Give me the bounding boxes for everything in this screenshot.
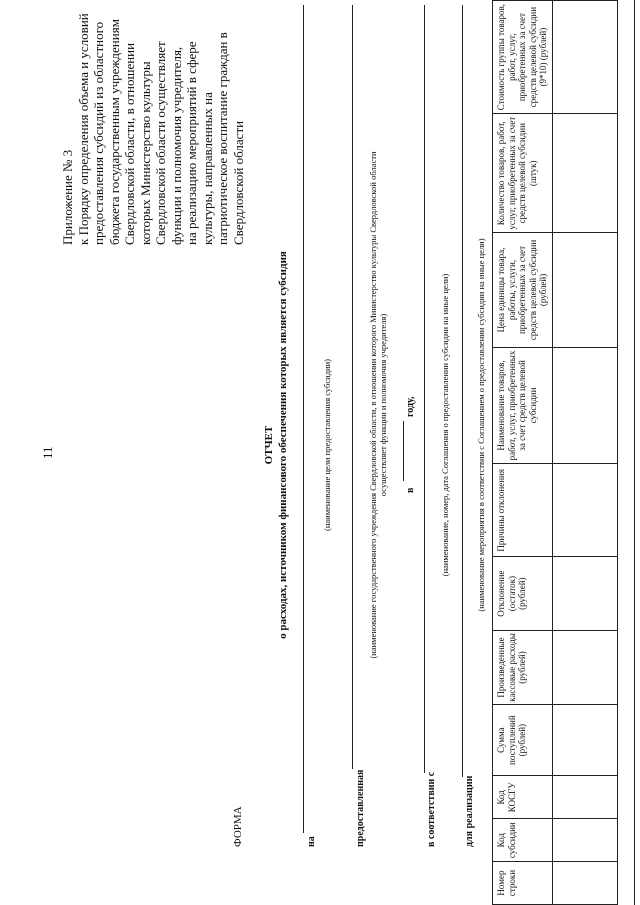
report-title: ОТЧЕТ bbox=[263, 425, 275, 465]
realization-hint: (наименование мероприятия в соответствии с Соглашением о предоставлении субсидии на иные цели) bbox=[476, 238, 486, 612]
table-cell bbox=[552, 704, 617, 775]
appendix-line: Свердловской области bbox=[230, 120, 246, 245]
page-number: 11 bbox=[40, 446, 55, 459]
table-cell bbox=[552, 233, 617, 347]
header-cell: Код КОСГУ bbox=[493, 776, 553, 819]
table-header-row bbox=[493, 1, 553, 905]
appendix-line: которых Министерство культуры bbox=[137, 61, 153, 245]
na-hint: (наименование цели предоставления субсидии) bbox=[322, 359, 332, 531]
header-cell: Произведенные кассовые расходы (рублей) bbox=[493, 631, 553, 705]
realization-label: для реализации bbox=[464, 775, 475, 847]
appendix-note bbox=[60, 5, 246, 245]
report-subtitle: о расходах, источником финансового обеспечения которых является субсидия bbox=[277, 251, 289, 639]
appendix-line: культуры, направленных на bbox=[199, 92, 215, 245]
appendix-line: Свердловской области осуществляет bbox=[153, 41, 168, 245]
appendix-line: бюджета государственным учреждениям bbox=[106, 19, 122, 245]
appendix-line: предоставления субсидий из областного bbox=[91, 21, 106, 245]
table-row bbox=[552, 1, 617, 905]
expense-report-table bbox=[492, 0, 618, 905]
table-cell bbox=[552, 631, 617, 705]
table-cell bbox=[552, 347, 617, 464]
year-prefix: в bbox=[405, 487, 416, 493]
table-cell bbox=[552, 1, 617, 114]
na-label: на bbox=[306, 836, 317, 847]
header-cell: Стоимость группы товаров, работ, услуг, приобретенных за счет средств целевой субсидии (9*10) (рублей) bbox=[493, 1, 553, 114]
table-cell bbox=[552, 114, 617, 233]
appendix-line: Свердловской области, в отношении bbox=[122, 42, 137, 245]
table-cell bbox=[552, 776, 617, 819]
accordance-line bbox=[424, 5, 425, 773]
appendix-line: к Порядку определения объема и условий bbox=[75, 13, 91, 245]
year-suffix: году, bbox=[405, 396, 416, 417]
accordance-label: в соответствии с bbox=[426, 771, 437, 847]
bottom-rule bbox=[634, 0, 635, 905]
table-cell bbox=[552, 819, 617, 862]
accordance-hint: (наименование, номер, дата Соглашения о предоставлении субсидии на иные цели) bbox=[440, 273, 450, 577]
form-label: ФОРМА bbox=[232, 806, 244, 847]
header-cell: Наименование товаров, работ, услуг, приобретенных за счет средств целевой субсидии bbox=[493, 347, 553, 464]
header-cell: Количество товаров, работ, услуг, приобретенных за счет средств целевой субсидии (штук) bbox=[493, 114, 553, 233]
table-cell bbox=[552, 862, 617, 905]
appendix-line: Приложение № 3 bbox=[60, 149, 75, 245]
year-line bbox=[403, 421, 404, 481]
provided-label: предоставленная bbox=[355, 769, 366, 847]
appendix-line: на реализацию мероприятий в сфере bbox=[184, 41, 199, 245]
table-cell bbox=[552, 464, 617, 557]
na-line bbox=[303, 5, 304, 833]
header-cell: Причины отклонения bbox=[493, 464, 553, 557]
appendix-line: патриотическое воспитание граждан в bbox=[215, 32, 230, 245]
header-cell: Номер строки bbox=[493, 862, 553, 905]
header-cell: Сумма поступлений (рублей) bbox=[493, 704, 553, 775]
realization-line bbox=[462, 5, 463, 777]
provided-line bbox=[352, 5, 353, 769]
header-cell: Код субсидии bbox=[493, 819, 553, 862]
header-cell: Цена единицы товара, работы, услуги, приобретенных за счет средств целевой субсидии (рублей) bbox=[493, 233, 553, 347]
provided-hint: (наименование государственного учреждения Свердловской области, в отношении которого Министерство культуры Свердловской области осуществляет функции и полномочия учредителя) bbox=[368, 151, 388, 659]
appendix-line: функции и полномочия учредителя, bbox=[168, 46, 184, 245]
table-cell bbox=[552, 557, 617, 631]
report-title-block bbox=[262, 235, 290, 655]
header-cell: Отклонение (остаток) (рублей) bbox=[493, 557, 553, 631]
